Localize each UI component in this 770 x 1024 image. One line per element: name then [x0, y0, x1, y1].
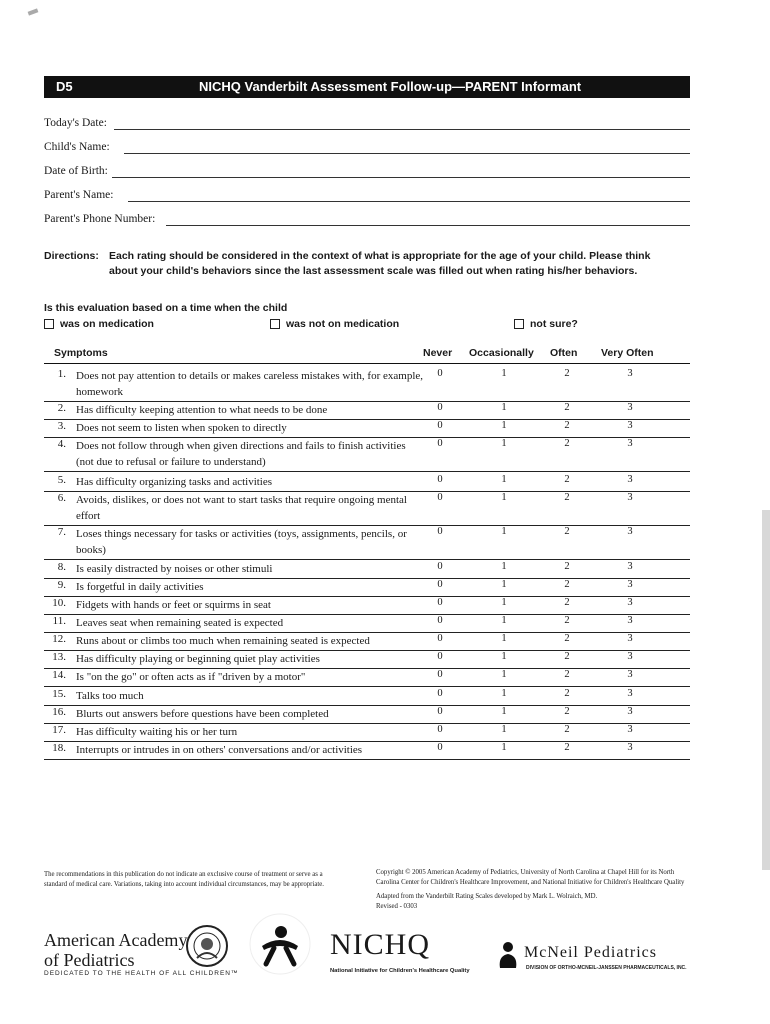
row-rule	[44, 471, 690, 472]
rating-option[interactable]: 0	[437, 724, 443, 735]
rating-option[interactable]: 3	[627, 597, 633, 608]
rating-option[interactable]: 1	[501, 474, 507, 485]
row-number: 2.	[57, 402, 66, 414]
rating-option[interactable]: 3	[627, 402, 633, 413]
aap-tagline: DEDICATED TO THE HEALTH OF ALL CHILDREN™	[44, 970, 239, 977]
row-number: 11.	[52, 615, 66, 627]
rating-option[interactable]: 3	[627, 492, 633, 503]
symptom-text: Leaves seat when remaining seated is expected	[76, 617, 284, 629]
rating-option[interactable]: 3	[627, 706, 633, 717]
field-line	[114, 129, 690, 130]
rating-option[interactable]: 0	[437, 742, 443, 753]
rating-option[interactable]: 0	[437, 579, 443, 590]
rating-option[interactable]: 2	[564, 438, 570, 449]
checkbox-icon[interactable]	[514, 319, 524, 329]
childs-name-field[interactable]	[44, 141, 690, 157]
rating-option[interactable]: 3	[627, 669, 633, 680]
row-number: 13.	[52, 651, 66, 663]
rating-option[interactable]: 1	[501, 633, 507, 644]
rating-option[interactable]: 1	[501, 651, 507, 662]
option-label: was on medication	[60, 318, 154, 330]
rating-option[interactable]: 2	[564, 742, 570, 753]
scan-speck	[28, 8, 39, 15]
row-number: 15.	[52, 688, 66, 700]
rating-option[interactable]: 1	[501, 526, 507, 537]
row-rule	[44, 759, 690, 760]
symptom-text: Is forgetful in daily activities	[76, 581, 204, 593]
rating-option[interactable]: 1	[501, 688, 507, 699]
rating-option[interactable]: 3	[627, 474, 633, 485]
rating-option[interactable]: 1	[501, 742, 507, 753]
symptom-text: Has difficulty organizing tasks and activities	[76, 476, 273, 488]
rating-option[interactable]: 0	[437, 474, 443, 485]
header-never: Never	[423, 347, 453, 359]
rating-option[interactable]: 2	[564, 368, 570, 379]
rating-option[interactable]: 1	[501, 438, 507, 449]
rating-option[interactable]: 0	[437, 706, 443, 717]
rating-option[interactable]: 2	[564, 526, 570, 537]
form-title: NICHQ Vanderbilt Assessment Follow-up—PARENT Informant	[199, 79, 582, 94]
rating-option[interactable]: 0	[437, 597, 443, 608]
rating-option[interactable]: 0	[437, 402, 443, 413]
medication-question: Is this evaluation based on a time when the child	[44, 302, 288, 314]
date-of-birth-field[interactable]	[44, 165, 690, 181]
rating-option[interactable]: 3	[627, 724, 633, 735]
row-number: 6.	[57, 492, 66, 504]
rating-option[interactable]: 2	[564, 420, 570, 431]
rating-option[interactable]: 2	[564, 633, 570, 644]
revised-note: Revised - 0303	[376, 902, 418, 910]
row-number: 3.	[57, 420, 66, 432]
symptom-text: Is "on the go" or often acts as if "driven by a motor"	[76, 671, 306, 683]
symptom-text: Does not follow through when given directions and fails to finish activities (not due to refusal or failure to understand)	[76, 440, 406, 468]
rating-option[interactable]: 0	[437, 368, 443, 379]
rating-option[interactable]: 1	[501, 615, 507, 626]
symptom-text: Interrupts or intrudes in on others' conversations and/or activities	[76, 744, 363, 756]
rating-option[interactable]: 3	[627, 526, 633, 537]
rating-option[interactable]: 2	[564, 402, 570, 413]
row-number: 18.	[52, 742, 66, 754]
row-rule	[44, 686, 690, 687]
rating-option[interactable]: 3	[627, 688, 633, 699]
row-number: 7.	[57, 526, 66, 538]
copyright: Copyright © 2005 American Academy of Pediatrics, University of North Carolina at Chapel Hill for its North Carolina Center for Children's Healthcare Improvement, and National Initiative for Children's Healthcare Quality	[376, 869, 685, 886]
rating-option[interactable]: 0	[437, 438, 443, 449]
header-rule	[44, 363, 690, 364]
rating-option[interactable]: 3	[627, 561, 633, 572]
rating-option[interactable]: 3	[627, 633, 633, 644]
rating-option[interactable]: 1	[501, 579, 507, 590]
row-number: 8.	[57, 561, 66, 573]
rating-option[interactable]: 1	[501, 597, 507, 608]
row-number: 10.	[52, 597, 66, 609]
rating-option[interactable]: 0	[437, 420, 443, 431]
title-bar	[44, 76, 690, 98]
parents-phone-field[interactable]	[44, 213, 690, 229]
symptom-text: Loses things necessary for tasks or activities (toys, assignments, pencils, or books)	[76, 528, 407, 556]
rating-option[interactable]: 1	[501, 402, 507, 413]
field-line	[124, 153, 690, 154]
symptom-text: Does not pay attention to details or makes careless mistakes with, for example, homework	[76, 370, 424, 398]
rating-option[interactable]: 1	[501, 492, 507, 503]
rating-option[interactable]: 2	[564, 561, 570, 572]
header-symptoms: Symptoms	[54, 347, 108, 359]
rating-option[interactable]: 0	[437, 651, 443, 662]
rating-option[interactable]: 2	[564, 474, 570, 485]
rating-option[interactable]: 0	[437, 688, 443, 699]
row-number: 1.	[57, 368, 66, 380]
symptom-text: Is easily distracted by noises or other stimuli	[76, 563, 273, 575]
rating-option[interactable]: 2	[564, 688, 570, 699]
row-number: 14.	[52, 669, 66, 681]
row-number: 5.	[57, 474, 66, 486]
row-number: 17.	[52, 724, 66, 736]
option-label: not sure?	[530, 318, 578, 330]
footer-copyright-block	[376, 868, 696, 911]
rating-option[interactable]: 2	[564, 597, 570, 608]
rating-option[interactable]: 1	[501, 706, 507, 717]
header-occasionally: Occasionally	[469, 347, 534, 359]
rating-option[interactable]: 1	[501, 561, 507, 572]
row-number: 4.	[57, 438, 66, 450]
symptom-text: Has difficulty playing or beginning quiet play activities	[76, 653, 320, 665]
scan-edge	[762, 510, 770, 870]
field-line	[166, 225, 690, 226]
rating-option[interactable]: 1	[501, 724, 507, 735]
symptom-text: Avoids, dislikes, or does not want to start tasks that require ongoing mental effort	[76, 494, 407, 522]
rating-option[interactable]: 0	[437, 526, 443, 537]
on-medication-option[interactable]	[44, 318, 154, 330]
symptom-text: Fidgets with hands or feet or squirms in seat	[76, 599, 271, 611]
not-on-medication-option[interactable]	[270, 318, 399, 330]
rating-option[interactable]: 3	[627, 615, 633, 626]
row-number: 16.	[52, 706, 66, 718]
rating-option[interactable]: 1	[501, 368, 507, 379]
rating-option[interactable]: 2	[564, 724, 570, 735]
checkbox-icon[interactable]	[270, 319, 280, 329]
field-line	[112, 177, 690, 178]
symptom-text: Talks too much	[76, 690, 144, 702]
rating-option[interactable]: 3	[627, 420, 633, 431]
row-number: 9.	[57, 579, 66, 591]
aap-seal-icon	[185, 924, 229, 968]
rating-option[interactable]: 2	[564, 579, 570, 590]
aap-name-line2: of Pediatrics	[44, 950, 135, 970]
rating-option[interactable]: 3	[627, 438, 633, 449]
adapted-note: Adapted from the Vanderbilt Rating Scales developed by Mark L. Wolraich, MD.	[376, 893, 598, 900]
header-often: Often	[550, 347, 578, 359]
field-label: Today's Date:	[44, 117, 107, 129]
aap-name	[44, 930, 187, 970]
rating-option[interactable]: 0	[437, 492, 443, 503]
mcneil-subtitle: DIVISION OF ORTHO-MCNEIL-JANSSEN PHARMACEUTICALS, INC.	[526, 965, 687, 971]
row-rule	[44, 559, 690, 560]
option-label: was not on medication	[286, 318, 400, 330]
field-label: Parent's Phone Number:	[44, 213, 156, 225]
rating-option[interactable]: 0	[437, 669, 443, 680]
symptom-text: Has difficulty waiting his or her turn	[76, 726, 238, 738]
directions-label: Directions:	[44, 250, 99, 262]
todays-date-field[interactable]	[44, 117, 690, 133]
rating-option[interactable]: 2	[564, 615, 570, 626]
rating-option[interactable]: 2	[564, 651, 570, 662]
rating-option[interactable]: 0	[437, 615, 443, 626]
rating-option[interactable]: 1	[501, 669, 507, 680]
mcneil-logo-icon	[496, 940, 520, 970]
header-very-often: Very Often	[601, 347, 654, 359]
rating-option[interactable]: 0	[437, 633, 443, 644]
rating-option[interactable]: 2	[564, 669, 570, 680]
symptom-text: Runs about or climbs too much when remaining seated is expected	[76, 635, 370, 647]
rating-option[interactable]: 3	[627, 651, 633, 662]
field-label: Child's Name:	[44, 141, 110, 153]
not-sure-option[interactable]	[514, 318, 578, 330]
symptom-text: Does not seem to listen when spoken to directly	[76, 422, 287, 434]
ncc-logo-icon	[240, 904, 320, 984]
rating-option[interactable]: 2	[564, 706, 570, 717]
field-line	[128, 201, 690, 202]
directions-text: Each rating should be considered in the context of what is appropriate for the age of your child. Please think about your child's behaviors since the last assessment scale was filled out when rating his/her behaviors.	[109, 250, 651, 277]
rating-option[interactable]: 3	[627, 368, 633, 379]
rating-option[interactable]: 0	[437, 561, 443, 572]
rating-option[interactable]: 1	[501, 420, 507, 431]
field-label: Date of Birth:	[44, 165, 108, 177]
aap-name-line1: American Academy	[44, 930, 188, 950]
checkbox-icon[interactable]	[44, 319, 54, 329]
row-number: 12.	[52, 633, 66, 645]
parents-name-field[interactable]	[44, 189, 690, 205]
mcneil-name: McNeil Pediatrics	[524, 944, 657, 961]
rating-option[interactable]: 2	[564, 492, 570, 503]
field-label: Parent's Name:	[44, 189, 114, 201]
nichq-subtitle: National Initiative for Children's Healthcare Quality	[330, 968, 470, 974]
symptom-text: Has difficulty keeping attention to what needs to be done	[76, 404, 328, 416]
rating-option[interactable]: 3	[627, 742, 633, 753]
rating-option[interactable]: 3	[627, 579, 633, 590]
form-code: D5	[56, 79, 73, 94]
nichq-logo: NICHQ	[330, 928, 430, 961]
symptom-text: Blurts out answers before questions have been completed	[76, 708, 329, 720]
footer-disclaimer: The recommendations in this publication do not indicate an exclusive course of treatment or serve as a standard of medical care. Variations, taking into account individual circumstances, may be appropriate.	[44, 871, 324, 888]
